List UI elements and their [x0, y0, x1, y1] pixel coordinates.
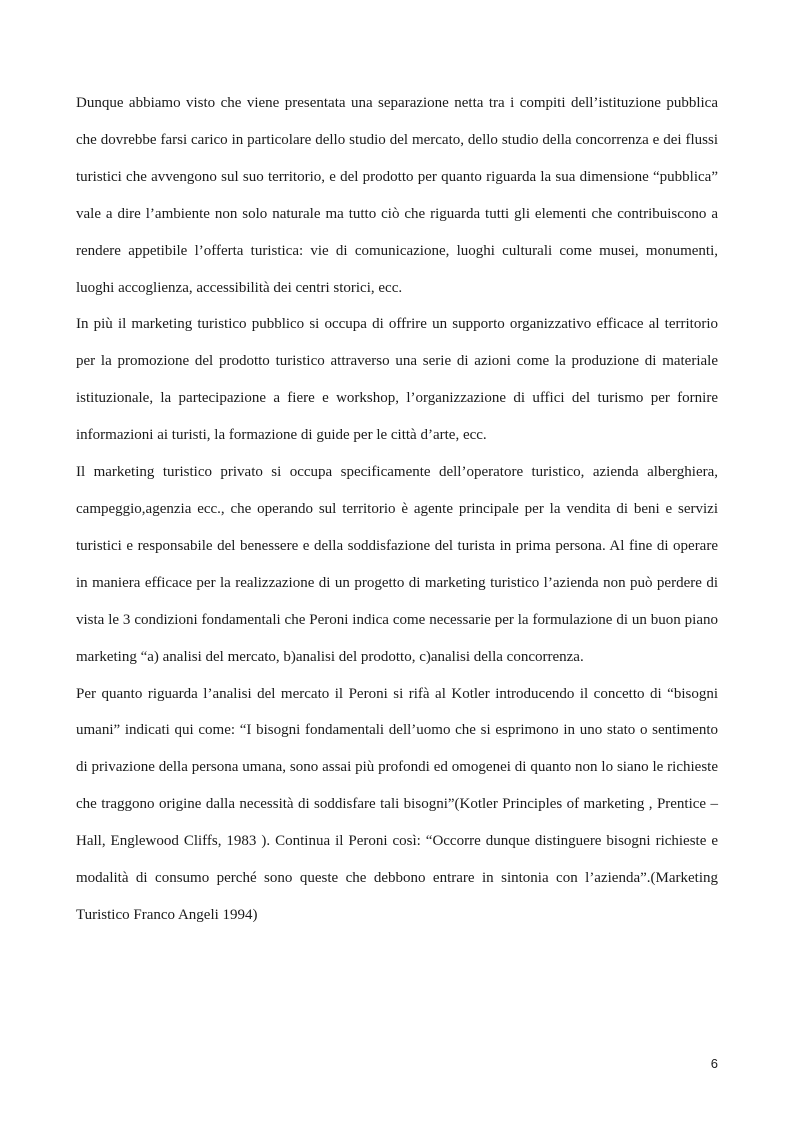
paragraph-private-marketing: Il marketing turistico privato si occupa specificamente dell’operatore turistico, azienda alberghiera, campeggio,agenzia ecc., che operando sul territorio è agente principale per la vendita di beni e servizi turistici e responsabile del benessere e della soddisfazione del turista in prima persona. Al fine di operare in maniera efficace per la realizzazione di un progetto di marketing turistico l’azienda non può perdere di vista le 3 condizioni fondamentali che Peroni indica come necessarie per la formulazione di un buon piano marketing “a) analisi del mercato, b)analisi del prodotto, c)analisi della concorrenza. — [76, 464, 718, 665]
paragraph-public-institution: Dunque abbiamo visto che viene presentata una separazione netta tra i compiti dell’istituzione pubblica che dovrebbe farsi carico in particolare dello studio del mercato, dello studio della concorrenza e dei flussi turistici che avvengono sul suo territorio, e del prodotto per quanto riguarda la sua dimensione “pubblica” vale a dire l’ambiente non solo naturale ma tutto ciò che riguarda tutti gli elementi che contribuiscono a rendere appetibile l’offerta turistica: vie di comunicazione, luoghi culturali come musei, monumenti, luoghi accoglienza, accessibilità dei centri storici, ecc. — [76, 95, 718, 296]
paragraph-public-marketing: In più il marketing turistico pubblico si occupa di offrire un supporto organizzativo efficace al territorio per la promozione del prodotto turistico attraverso una serie di azioni come la produzione di materiale istituzionale, la partecipazione a fiere e workshop, l’organizzazione di uffici del turismo per fornire informazioni ai turisti, la formazione di guide per le città d’arte, ecc. — [76, 316, 718, 444]
body-text — [76, 85, 718, 934]
page-number: 6 — [710, 1056, 718, 1071]
paragraph-market-analysis: Per quanto riguarda l’analisi del mercato il Peroni si rifà al Kotler introducendo il concetto di “bisogni umani” indicati qui come: “I bisogni fondamentali dell’uomo che si esprimono in uno stato o sentimento di privazione della persona umana, sono assai più profondi ed omogenei di quanto non lo siano le richieste che traggono origine dalla necessità di soddisfare tali bisogni”(Kotler Principles of marketing , Prentice – Hall, Englewood Cliffs, 1983 ). Continua il Peroni così: “Occorre dunque distinguere bisogni richieste e modalità di consumo perché sono queste che debbono entrare in sintonia con l’azienda”.(Marketing Turistico Franco Angeli 1994) — [76, 685, 718, 923]
